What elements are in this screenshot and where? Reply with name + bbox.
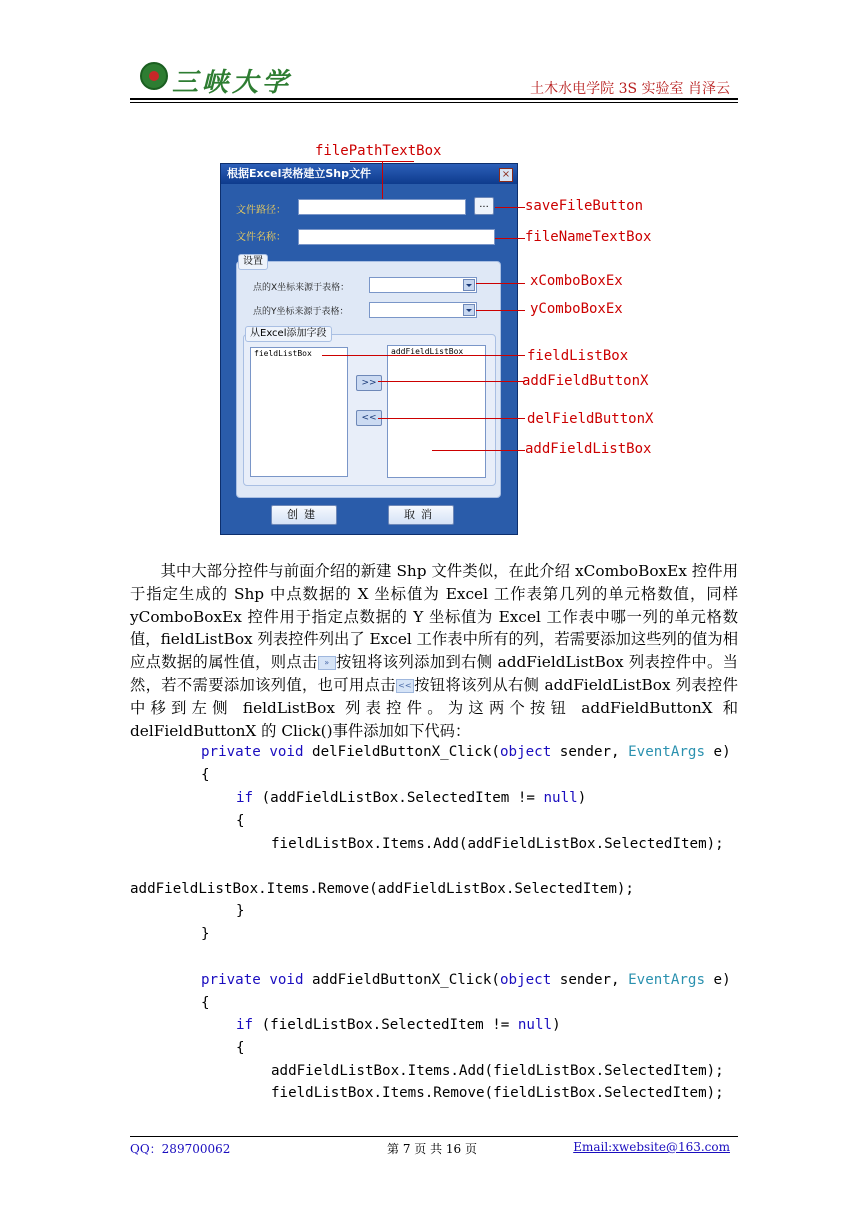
callout-line xyxy=(476,310,525,311)
footer-email-link[interactable]: Email:xwebsite@163.com xyxy=(573,1140,730,1154)
code-line: if (addFieldListBox.SelectedItem != null) xyxy=(236,790,587,806)
code-line: } xyxy=(236,903,245,919)
body-paragraph xyxy=(130,560,738,742)
cancel-button[interactable]: 取消 xyxy=(388,505,454,525)
del-field-button[interactable]: << xyxy=(356,410,382,426)
callout-fieldlist: fieldListBox xyxy=(527,348,629,364)
field-listbox[interactable] xyxy=(250,347,348,477)
y-combobox[interactable] xyxy=(369,302,477,318)
callout-filename: fileNameTextBox xyxy=(525,229,652,245)
callout-line xyxy=(382,161,383,199)
add-field-listbox[interactable] xyxy=(387,345,486,478)
browse-button[interactable]: ... xyxy=(474,197,494,215)
file-path-label: 文件路径： xyxy=(236,205,286,216)
y-coord-label: 点的Y坐标来源于表格： xyxy=(253,307,349,317)
code-line: private void delFieldButtonX_Click(object sender, EventArgs e) xyxy=(201,744,731,760)
chevron-down-icon[interactable] xyxy=(463,304,475,316)
file-name-label: 文件名称： xyxy=(236,232,286,243)
header-lab-author: 土木水电学院 3S 实验室 肖泽云 xyxy=(530,81,730,97)
code-line: { xyxy=(201,995,210,1011)
code-line: fieldListBox.Items.Add(addFieldListBox.SelectedItem); xyxy=(271,836,724,852)
settings-group-title: 设置 xyxy=(238,254,268,270)
callout-xcombo: xComboBoxEx xyxy=(530,273,623,289)
code-line: } xyxy=(201,926,210,942)
callout-line xyxy=(495,238,525,239)
body-text-3: 按钮将该列从右侧 addFieldListBox 列表控件中移到左侧 fieldListBox 列表控件。为这两个按钮 addFieldButtonX 和 delFieldButtonX 的 Click()事件添加如下代码： xyxy=(130,675,738,740)
header-rule xyxy=(130,98,738,100)
inline-del-button-image: << xyxy=(396,679,414,693)
callout-line xyxy=(378,381,525,382)
callout-ycombo: yComboBoxEx xyxy=(530,301,623,317)
code-line: fieldListBox.Items.Remove(fieldListBox.SelectedItem); xyxy=(271,1085,724,1101)
add-field-button[interactable]: >> xyxy=(356,375,382,391)
callout-line xyxy=(378,418,525,419)
field-group-title: 从Excel添加字段 xyxy=(245,326,332,342)
callout-line xyxy=(495,207,525,208)
x-coord-label: 点的X坐标来源于表格： xyxy=(253,283,350,293)
university-seal-logo xyxy=(140,62,168,90)
add-field-listbox-text: addFieldListBox xyxy=(391,347,464,356)
code-line: { xyxy=(236,1040,245,1056)
body-text-2: 按钮将该列添加到右侧 addFieldListBox 列表控件中。当然，若不需要添加该列值，也可用点击 xyxy=(130,653,738,694)
callout-line xyxy=(476,283,525,284)
dialog-screenshot xyxy=(220,163,518,535)
footer-rule xyxy=(130,1136,738,1137)
file-name-textbox[interactable] xyxy=(298,229,495,245)
field-listbox-text: fieldListBox xyxy=(254,349,312,358)
dialog-title: 根据Excel表格建立Shp文件 xyxy=(221,164,517,184)
callout-addfieldlist: addFieldListBox xyxy=(525,441,652,457)
callout-savefile: saveFileButton xyxy=(525,198,644,214)
code-line: { xyxy=(236,813,245,829)
footer-qq: QQ：289700062 xyxy=(130,1142,231,1156)
code-line: addFieldListBox.Items.Add(fieldListBox.SelectedItem); xyxy=(271,1063,724,1079)
callout-line xyxy=(432,450,525,451)
chevron-down-icon[interactable] xyxy=(463,279,475,291)
code-line: { xyxy=(201,767,210,783)
file-path-textbox[interactable] xyxy=(298,199,466,215)
university-name-logo: 三峡大学 xyxy=(172,68,293,98)
close-icon[interactable]: × xyxy=(499,168,513,182)
footer-page-number: 第 7 页 共 16 页 xyxy=(387,1142,477,1156)
body-text-1: 其中大部分控件与前面介绍的新建 Shp 文件类似，在此介绍 xComboBoxEx 控件用于指定生成的 Shp 中点数据的 X 坐标值为 Excel 工作表第几列的单元格数值，同样 yComboBoxEx 控件用于指定点数据的 Y 坐标值为 Excel 工作表中哪一列的单元格数值，fieldListBox 列表控件列出了 Excel 工作表中所有的列，若需要添加这些列的值为相应点数据的属性值，则点击 xyxy=(130,562,738,672)
callout-addbutton: addFieldButtonX xyxy=(522,373,649,389)
callout-delbutton: delFieldButtonX xyxy=(527,411,654,427)
inline-add-button-image: » xyxy=(318,656,336,670)
callout-filepath: filePathTextBox xyxy=(315,143,442,159)
x-combobox[interactable] xyxy=(369,277,477,293)
code-line: private void addFieldButtonX_Click(object sender, EventArgs e) xyxy=(201,972,731,988)
code-line: addFieldListBox.Items.Remove(addFieldListBox.SelectedItem); xyxy=(130,881,634,897)
callout-line xyxy=(322,355,525,356)
code-line: if (fieldListBox.SelectedItem != null) xyxy=(236,1017,561,1033)
create-button[interactable]: 创建 xyxy=(271,505,337,525)
header-rule-thin xyxy=(130,102,738,103)
